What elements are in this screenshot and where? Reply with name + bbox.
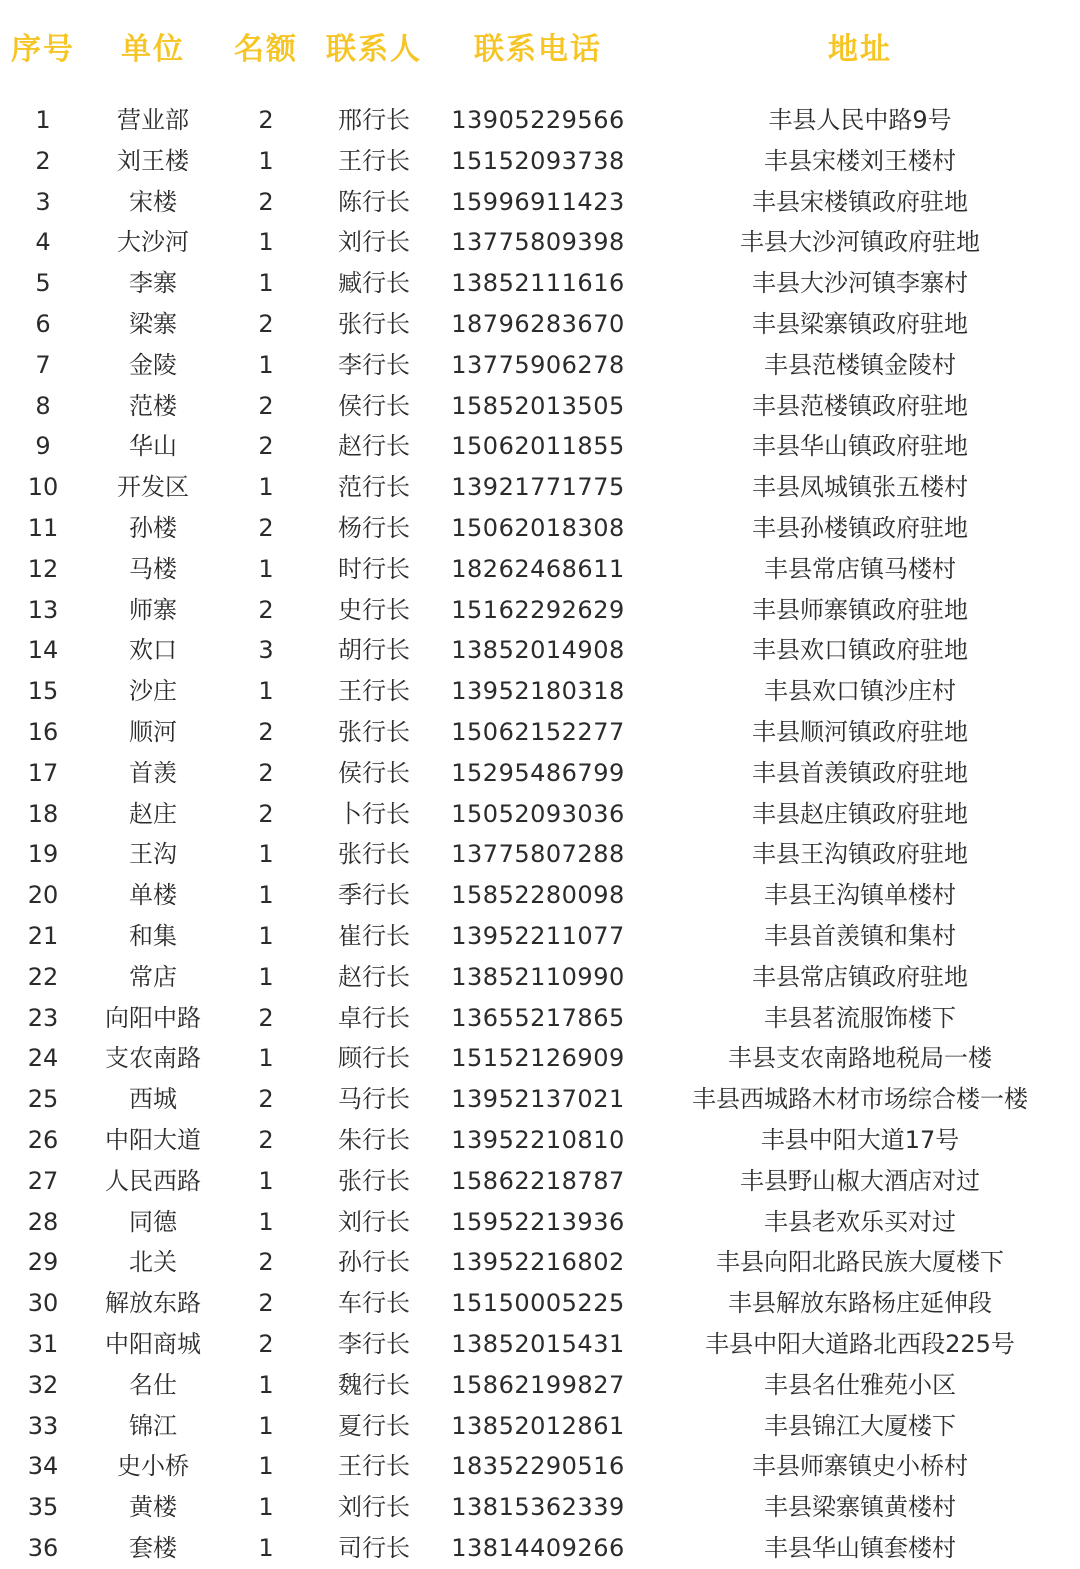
cell-contact: 侯行长	[338, 391, 410, 420]
cell-seq: 34	[27, 1452, 59, 1481]
cell-unit: 宋楼	[129, 187, 177, 216]
cell-contact: 王行长	[338, 677, 410, 706]
table-row	[0, 1120, 1080, 1161]
cell-seq: 12	[27, 554, 59, 583]
cell-phone: 15162292629	[451, 595, 625, 624]
cell-phone: 18352290516	[451, 1452, 625, 1481]
table-row	[0, 345, 1080, 386]
cell-address: 丰县西城路木材市场综合楼一楼	[692, 1085, 1028, 1114]
table-row	[0, 182, 1080, 223]
cell-quota: 1	[258, 840, 274, 869]
table-row	[0, 957, 1080, 998]
cell-contact: 侯行长	[338, 758, 410, 787]
cell-seq: 2	[35, 146, 51, 175]
table-row	[0, 590, 1080, 631]
cell-seq: 32	[27, 1370, 59, 1399]
table-row	[0, 753, 1080, 794]
table-row	[0, 304, 1080, 345]
table-row	[0, 141, 1080, 182]
cell-contact: 李行长	[338, 350, 410, 379]
cell-quota: 1	[258, 473, 274, 502]
cell-contact: 刘行长	[338, 228, 410, 257]
cell-unit: 北关	[129, 1248, 177, 1277]
cell-seq: 20	[27, 881, 59, 910]
table-row	[0, 1324, 1080, 1365]
table-body	[0, 100, 1080, 1569]
cell-quota: 2	[258, 1003, 274, 1032]
cell-unit: 史小桥	[117, 1452, 189, 1481]
cell-address: 丰县王沟镇政府驻地	[752, 840, 968, 869]
cell-address: 丰县宋楼刘王楼村	[764, 146, 956, 175]
cell-phone: 15295486799	[451, 758, 625, 787]
cell-quota: 2	[258, 1125, 274, 1154]
table-row	[0, 1446, 1080, 1487]
cell-contact: 杨行长	[338, 513, 410, 542]
cell-quota: 1	[258, 350, 274, 379]
table-row	[0, 386, 1080, 427]
table-row	[0, 671, 1080, 712]
cell-seq: 11	[27, 513, 59, 542]
cell-unit: 人民西路	[105, 1166, 201, 1195]
cell-unit: 李寨	[129, 269, 177, 298]
table-row	[0, 1528, 1080, 1569]
cell-phone: 15852013505	[451, 391, 625, 420]
cell-seq: 9	[35, 432, 51, 461]
cell-unit: 刘王楼	[117, 146, 189, 175]
cell-phone: 13775807288	[451, 840, 625, 869]
cell-seq: 22	[27, 962, 59, 991]
header-contact: 联系人	[326, 32, 422, 67]
cell-seq: 4	[35, 228, 51, 257]
cell-contact: 史行长	[338, 595, 410, 624]
cell-phone: 13814409266	[451, 1533, 625, 1562]
cell-contact: 张行长	[338, 717, 410, 746]
cell-phone: 15862218787	[451, 1166, 625, 1195]
table-row	[0, 1038, 1080, 1079]
cell-phone: 13852110990	[451, 962, 625, 991]
cell-address: 丰县范楼镇金陵村	[764, 350, 956, 379]
cell-address: 丰县欢口镇政府驻地	[752, 636, 968, 665]
table-row	[0, 467, 1080, 508]
cell-seq: 13	[27, 595, 59, 624]
cell-address: 丰县宋楼镇政府驻地	[752, 187, 968, 216]
header-address: 地址	[828, 32, 892, 67]
cell-phone: 13852012861	[451, 1411, 625, 1440]
cell-quota: 1	[258, 228, 274, 257]
cell-quota: 1	[258, 677, 274, 706]
cell-quota: 2	[258, 391, 274, 420]
cell-seq: 1	[35, 106, 51, 134]
cell-seq: 6	[35, 309, 51, 338]
cell-unit: 大沙河	[117, 228, 189, 257]
cell-address: 丰县名仕雅苑小区	[764, 1370, 956, 1399]
cell-phone: 13852015431	[451, 1329, 625, 1358]
cell-address: 丰县首羡镇政府驻地	[752, 758, 968, 787]
cell-phone: 13775906278	[451, 350, 625, 379]
cell-contact: 司行长	[338, 1533, 410, 1562]
cell-unit: 西城	[129, 1085, 177, 1114]
cell-quota: 2	[258, 758, 274, 787]
cell-quota: 1	[258, 1452, 274, 1481]
table-row	[0, 1202, 1080, 1243]
cell-unit: 师寨	[129, 595, 177, 624]
table-row	[0, 916, 1080, 957]
cell-phone: 15052093036	[451, 799, 625, 828]
cell-contact: 陈行长	[338, 187, 410, 216]
cell-address: 丰县梁寨镇政府驻地	[752, 309, 968, 338]
cell-unit: 支农南路	[105, 1044, 201, 1073]
cell-quota: 1	[258, 269, 274, 298]
cell-seq: 33	[27, 1411, 59, 1440]
cell-phone: 18262468611	[451, 554, 625, 583]
cell-address: 丰县王沟镇单楼村	[764, 881, 956, 910]
cell-quota: 1	[258, 1493, 274, 1522]
cell-seq: 5	[35, 269, 51, 298]
cell-contact: 刘行长	[338, 1207, 410, 1236]
cell-unit: 营业部	[117, 106, 189, 134]
cell-quota: 2	[258, 187, 274, 216]
table-row	[0, 1487, 1080, 1528]
cell-contact: 时行长	[338, 554, 410, 583]
cell-contact: 季行长	[338, 881, 410, 910]
cell-unit: 开发区	[117, 473, 189, 502]
cell-contact: 张行长	[338, 840, 410, 869]
cell-quota: 1	[258, 1044, 274, 1073]
table-row	[0, 1079, 1080, 1120]
cell-quota: 1	[258, 1166, 274, 1195]
cell-quota: 1	[258, 921, 274, 950]
table-row	[0, 875, 1080, 916]
cell-unit: 金陵	[129, 350, 177, 379]
cell-unit: 锦江	[129, 1411, 177, 1440]
table-row	[0, 222, 1080, 263]
cell-contact: 赵行长	[338, 432, 410, 461]
cell-seq: 10	[27, 473, 59, 502]
cell-unit: 单楼	[129, 881, 177, 910]
cell-unit: 和集	[129, 921, 177, 950]
cell-quota: 2	[258, 595, 274, 624]
cell-address: 丰县梁寨镇黄楼村	[764, 1493, 956, 1522]
header-quota: 名额	[234, 32, 298, 67]
cell-quota: 2	[258, 513, 274, 542]
cell-seq: 26	[27, 1125, 59, 1154]
cell-address: 丰县大沙河镇李寨村	[752, 269, 968, 298]
cell-seq: 25	[27, 1085, 59, 1114]
cell-contact: 赵行长	[338, 962, 410, 991]
cell-seq: 7	[35, 350, 51, 379]
cell-address: 丰县华山镇政府驻地	[752, 432, 968, 461]
cell-contact: 朱行长	[338, 1125, 410, 1154]
table-row	[0, 794, 1080, 835]
cell-phone: 15862199827	[451, 1370, 625, 1399]
cell-unit: 赵庄	[129, 799, 177, 828]
cell-address: 丰县师寨镇史小桥村	[752, 1452, 968, 1481]
cell-phone: 15152093738	[451, 146, 625, 175]
cell-address: 丰县中阳大道路北西段225号	[705, 1329, 1015, 1358]
cell-address: 丰县大沙河镇政府驻地	[740, 228, 980, 257]
cell-unit: 中阳商城	[105, 1329, 201, 1358]
cell-quota: 3	[258, 636, 274, 665]
cell-quota: 1	[258, 1207, 274, 1236]
cell-quota: 1	[258, 1411, 274, 1440]
cell-unit: 范楼	[129, 391, 177, 420]
cell-address: 丰县华山镇套楼村	[764, 1533, 956, 1562]
cell-contact: 张行长	[338, 309, 410, 338]
cell-phone: 15062011855	[451, 432, 625, 461]
cell-quota: 2	[258, 432, 274, 461]
cell-seq: 15	[27, 677, 59, 706]
cell-seq: 28	[27, 1207, 59, 1236]
cell-quota: 2	[258, 1085, 274, 1114]
cell-contact: 车行长	[338, 1289, 410, 1318]
cell-contact: 孙行长	[338, 1248, 410, 1277]
cell-phone: 13921771775	[451, 473, 625, 502]
cell-quota: 2	[258, 309, 274, 338]
cell-unit: 向阳中路	[105, 1003, 201, 1032]
cell-address: 丰县首羡镇和集村	[764, 921, 956, 950]
cell-address: 丰县范楼镇政府驻地	[752, 391, 968, 420]
cell-phone: 13852014908	[451, 636, 625, 665]
cell-contact: 王行长	[338, 1452, 410, 1481]
cell-unit: 华山	[129, 432, 177, 461]
cell-seq: 19	[27, 840, 59, 869]
cell-contact: 邢行长	[338, 106, 410, 134]
cell-unit: 王沟	[129, 840, 177, 869]
cell-phone: 13952211077	[451, 921, 625, 950]
cell-contact: 臧行长	[338, 269, 410, 298]
cell-quota: 2	[258, 799, 274, 828]
cell-unit: 马楼	[129, 554, 177, 583]
header-phone: 联系电话	[474, 32, 602, 67]
cell-contact: 胡行长	[338, 636, 410, 665]
cell-phone: 15852280098	[451, 881, 625, 910]
cell-seq: 23	[27, 1003, 59, 1032]
cell-unit: 顺河	[129, 717, 177, 746]
cell-contact: 范行长	[338, 473, 410, 502]
cell-contact: 张行长	[338, 1166, 410, 1195]
table-row	[0, 508, 1080, 549]
cell-unit: 孙楼	[129, 513, 177, 542]
cell-seq: 36	[27, 1533, 59, 1562]
cell-unit: 中阳大道	[105, 1125, 201, 1154]
cell-address: 丰县支农南路地税局一楼	[728, 1044, 992, 1073]
cell-phone: 13852111616	[451, 269, 625, 298]
cell-seq: 31	[27, 1329, 59, 1358]
cell-seq: 21	[27, 921, 59, 950]
cell-seq: 35	[27, 1493, 59, 1522]
cell-seq: 3	[35, 187, 51, 216]
table-row	[0, 426, 1080, 467]
cell-address: 丰县野山椒大酒店对过	[740, 1166, 980, 1195]
cell-unit: 欢口	[129, 636, 177, 665]
cell-phone: 15152126909	[451, 1044, 625, 1073]
table-row	[0, 998, 1080, 1039]
cell-address: 丰县常店镇马楼村	[764, 554, 956, 583]
cell-quota: 1	[258, 1533, 274, 1562]
table-row	[0, 1161, 1080, 1202]
cell-quota: 1	[258, 146, 274, 175]
table-row	[0, 549, 1080, 590]
cell-phone: 15062152277	[451, 717, 625, 746]
cell-phone: 13952180318	[451, 677, 625, 706]
table-row	[0, 1365, 1080, 1406]
cell-phone: 15952213936	[451, 1207, 625, 1236]
cell-address: 丰县锦江大厦楼下	[764, 1411, 956, 1440]
cell-seq: 29	[27, 1248, 59, 1277]
cell-seq: 16	[27, 717, 59, 746]
cell-contact: 李行长	[338, 1329, 410, 1358]
cell-phone: 18796283670	[451, 309, 625, 338]
cell-phone: 15996911423	[451, 187, 625, 216]
cell-phone: 13775809398	[451, 228, 625, 257]
cell-quota: 2	[258, 1248, 274, 1277]
cell-quota: 1	[258, 962, 274, 991]
cell-contact: 刘行长	[338, 1493, 410, 1522]
cell-address: 丰县顺河镇政府驻地	[752, 717, 968, 746]
cell-quota: 2	[258, 1289, 274, 1318]
cell-unit: 梁寨	[129, 309, 177, 338]
cell-quota: 1	[258, 1370, 274, 1399]
cell-address: 丰县师寨镇政府驻地	[752, 595, 968, 624]
cell-quota: 2	[258, 1329, 274, 1358]
header-seq: 序号	[11, 32, 75, 67]
cell-unit: 沙庄	[129, 677, 177, 706]
table-row	[0, 630, 1080, 671]
cell-contact: 马行长	[338, 1085, 410, 1114]
cell-address: 丰县人民中路9号	[768, 106, 952, 134]
cell-seq: 18	[27, 799, 59, 828]
cell-phone: 13655217865	[451, 1003, 625, 1032]
table-row	[0, 1283, 1080, 1324]
table-row	[0, 100, 1080, 141]
cell-phone: 13952137021	[451, 1085, 625, 1114]
table-row	[0, 712, 1080, 753]
cell-phone: 13952210810	[451, 1125, 625, 1154]
cell-address: 丰县赵庄镇政府驻地	[752, 799, 968, 828]
cell-contact: 王行长	[338, 146, 410, 175]
table-row	[0, 1406, 1080, 1447]
cell-phone: 15062018308	[451, 513, 625, 542]
cell-phone: 13815362339	[451, 1493, 625, 1522]
cell-quota: 1	[258, 554, 274, 583]
cell-seq: 30	[27, 1289, 59, 1318]
cell-address: 丰县向阳北路民族大厦楼下	[716, 1248, 1004, 1277]
cell-seq: 14	[27, 636, 59, 665]
cell-seq: 24	[27, 1044, 59, 1073]
cell-quota: 2	[258, 717, 274, 746]
cell-address: 丰县常店镇政府驻地	[752, 962, 968, 991]
cell-phone: 15150005225	[451, 1289, 625, 1318]
cell-contact: 崔行长	[338, 921, 410, 950]
cell-phone: 13905229566	[451, 106, 625, 134]
cell-address: 丰县茗流服饰楼下	[764, 1003, 956, 1032]
cell-quota: 1	[258, 881, 274, 910]
cell-seq: 8	[35, 391, 51, 420]
cell-unit: 同德	[129, 1207, 177, 1236]
cell-seq: 17	[27, 758, 59, 787]
cell-unit: 常店	[129, 962, 177, 991]
cell-unit: 套楼	[129, 1533, 177, 1562]
cell-unit: 黄楼	[129, 1493, 177, 1522]
table-row	[0, 834, 1080, 875]
cell-address: 丰县解放东路杨庄延伸段	[728, 1289, 992, 1318]
cell-address: 丰县欢口镇沙庄村	[764, 677, 956, 706]
cell-address: 丰县老欢乐买对过	[764, 1207, 956, 1236]
cell-contact: 卓行长	[338, 1003, 410, 1032]
cell-contact: 魏行长	[338, 1370, 410, 1399]
cell-unit: 解放东路	[105, 1289, 201, 1318]
cell-quota: 2	[258, 106, 274, 134]
cell-unit: 名仕	[129, 1370, 177, 1399]
cell-phone: 13952216802	[451, 1248, 625, 1277]
cell-seq: 27	[27, 1166, 59, 1195]
table-row	[0, 263, 1080, 304]
table-header	[0, 22, 1080, 78]
cell-address: 丰县中阳大道17号	[760, 1125, 960, 1154]
header-unit: 单位	[121, 32, 185, 67]
cell-address: 丰县凤城镇张五楼村	[752, 473, 968, 502]
cell-contact: 夏行长	[338, 1411, 410, 1440]
cell-unit: 首羡	[129, 758, 177, 787]
table-row	[0, 1242, 1080, 1283]
cell-contact: 顾行长	[338, 1044, 410, 1073]
cell-contact: 卜行长	[338, 799, 410, 828]
cell-address: 丰县孙楼镇政府驻地	[752, 513, 968, 542]
